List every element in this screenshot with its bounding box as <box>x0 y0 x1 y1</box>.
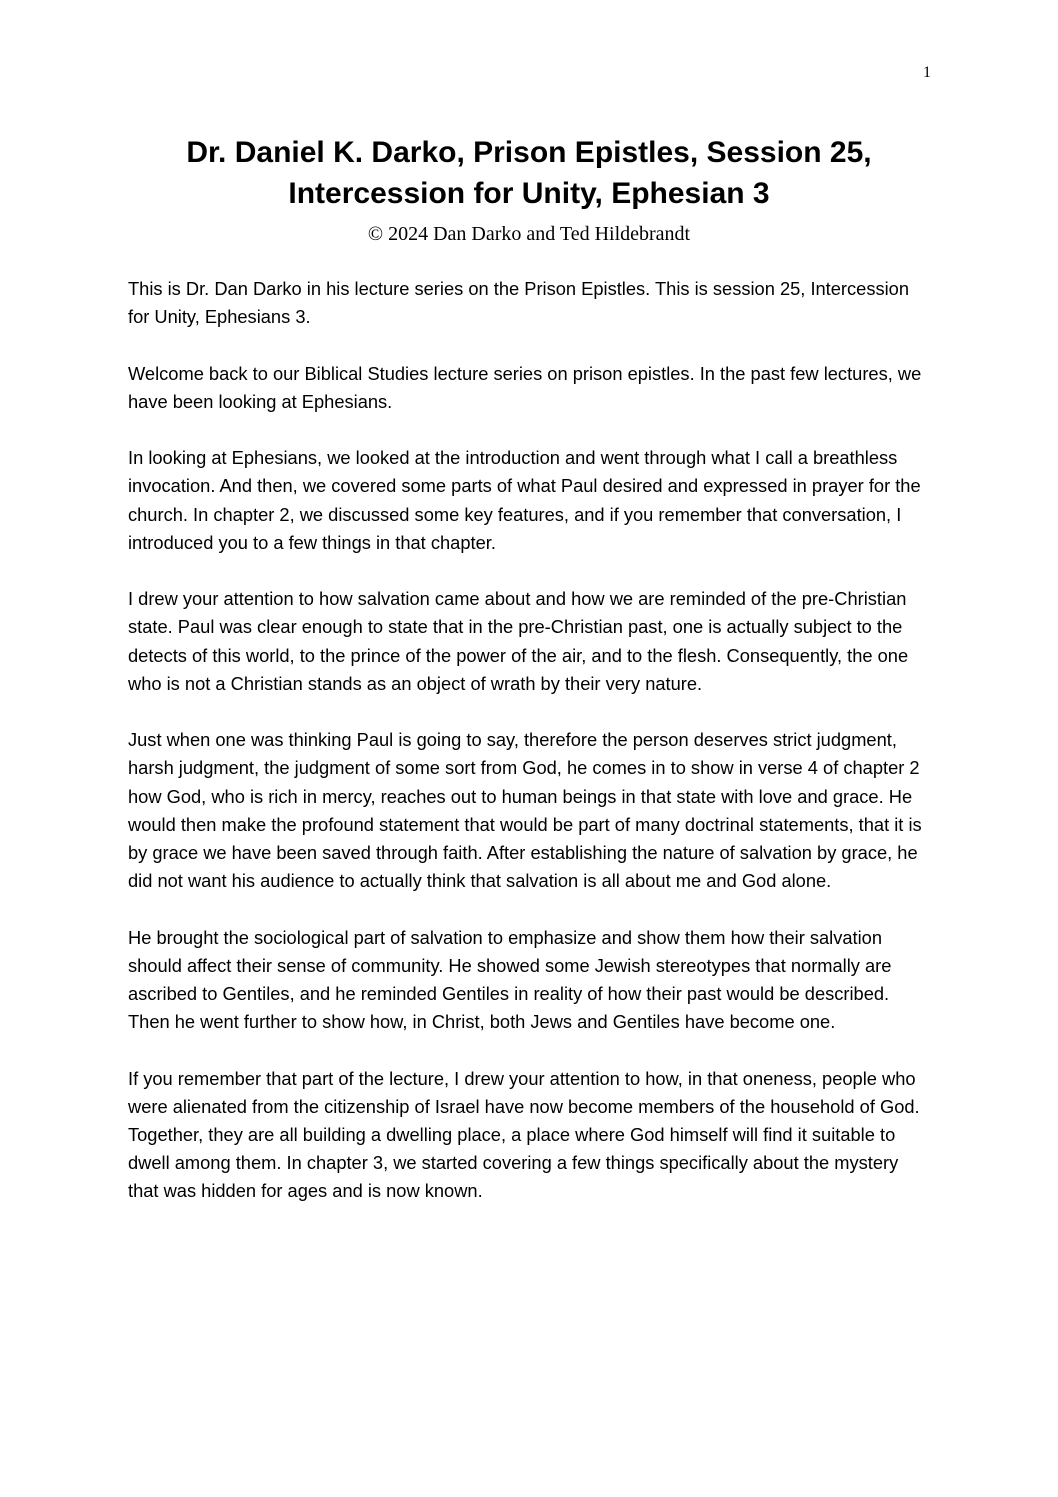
copyright-line: © 2024 Dan Darko and Ted Hildebrandt <box>367 223 691 245</box>
paragraph: Just when one was thinking Paul is going to say, therefore the person deserves strict judgment, harsh judgment, the judgment of some sort from God, he comes in to show in verse 4 of chapter 2 how God, who is rich in mercy, reaches out to human beings in that state with love and grace. He would then make the profound statement that would be part of many doctrinal statements, that it is by grace we have been saved through faith. After establishing the nature of salvation by grace, he did not want his audience to actually think that salvation is all about me and God alone. <box>128 729 922 892</box>
paragraph: Welcome back to our Biblical Studies lecture series on prison epistles. In the past few lectures, we have been looking at Ephesians. <box>128 362 922 412</box>
paragraph: In looking at Ephesians, we looked at the introduction and went through what I call a breathless invocation. And then, we covered some parts of what Paul desired and expressed in prayer for the church. In chapter 2, we discussed some key features, and if you remember that conversation, I introduced you to a few things in that chapter. <box>128 447 921 553</box>
paragraph: I drew your attention to how salvation came about and how we are reminded of the pre-Christian state. Paul was clear enough to state that in the pre-Christian past, one is actually subject to the detects of this world, to the prince of the power of the air, and to the flesh. Consequently, the one who is not a Christian stands as an object of wrath by their very nature. <box>128 588 909 694</box>
page-number: 1 <box>923 64 931 81</box>
paragraph: If you remember that part of the lecture, I drew your attention to how, in that oneness, people who were alienated from the citizenship of Israel have now become members of the household of God. Together, they are all building a dwelling place, a place where God himself will find it suitable to dwell among them. In chapter 3, we started covering a few things specifically about the mystery that was hidden for ages and is now known. <box>128 1067 920 1202</box>
paragraph: This is Dr. Dan Darko in his lecture series on the Prison Epistles. This is session 25, Intercession for Unity, Ephesians 3. <box>128 278 910 328</box>
paragraph: He brought the sociological part of salvation to emphasize and show them how their salvation should affect their sense of community. He showed some Jewish stereotypes that normally are ascribed to Gentiles, and he reminded Gentiles in reality of how their past would be described. Then he went further to show how, in Christ, both Jews and Gentiles have become one. <box>128 926 892 1033</box>
transcript-body <box>128 275 933 1234</box>
document-title: Dr. Daniel K. Darko, Prison Epistles, Session 25, Intercession for Unity, Ephesian 3 <box>186 136 872 210</box>
